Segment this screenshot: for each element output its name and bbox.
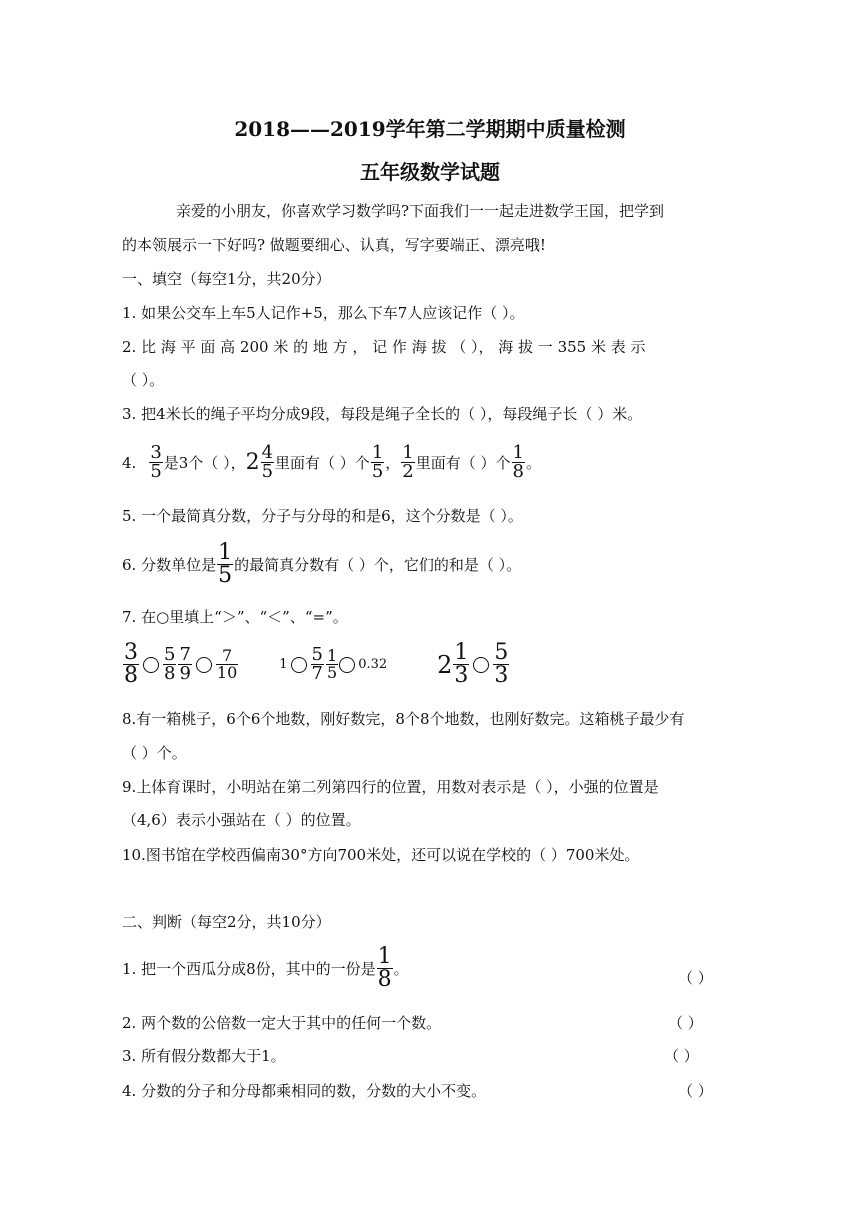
- judgement-4: 4. 分数的分子和分母都乘相同的数，分数的大小不变。: [122, 1082, 487, 1100]
- judgement-1-suffix: 。: [393, 959, 409, 978]
- judgement-1: [122, 946, 409, 991]
- question-10: 10.图书馆在学校西偏南30°方向700米处，还可以说在学校的（ ）700米处。: [122, 846, 640, 864]
- fraction: $\frac{4}{5}$: [261, 442, 274, 482]
- fraction: $\frac{7}{10}$: [216, 646, 238, 682]
- question-5: 5. 一个最简真分数，分子与分母的和是6，这个分数是（ ）。: [122, 507, 523, 525]
- fraction: $\frac{1}{8}$: [377, 944, 392, 992]
- compare-circle[interactable]: [143, 657, 159, 673]
- question-6-prefix: 6. 分数单位是: [122, 555, 217, 574]
- intro-line-2: 的本领展示一下好吗? 做题要细心、认真，写字要端正、漂亮哦!: [122, 236, 546, 254]
- comparison-row: [122, 642, 510, 687]
- fraction: $\frac{5}{3}$: [494, 640, 509, 688]
- fraction: $\frac{1}{5}$: [371, 442, 384, 482]
- question-3: 3. 把4米长的绳子平均分成9段，每段是绳子全长的（ ），每段绳子长（ ）米。: [122, 405, 643, 423]
- answer-blank[interactable]: （ ）: [664, 1047, 699, 1065]
- question-8-line-1: 8.有一箱桃子，6个6个地数，刚好数完，8个8个地数，也刚好数完。这箱桃子最少有: [122, 710, 685, 728]
- question-9-line-2: （4,6）表示小强站在（ ）的位置。: [122, 811, 361, 829]
- fraction: $\frac{5}{7}$: [311, 644, 323, 684]
- question-4: [122, 444, 541, 481]
- answer-blank[interactable]: （ ）: [678, 969, 713, 987]
- question-4-text: 里面有（ ）个: [415, 453, 511, 472]
- compare-circle[interactable]: [196, 657, 212, 673]
- question-8-line-2: （ ）个。: [122, 744, 187, 762]
- fraction: $\frac{3}{8}$: [124, 640, 138, 688]
- compare-circle[interactable]: [291, 657, 307, 673]
- answer-blank[interactable]: （ ）: [678, 1082, 713, 1100]
- whole-number: 1: [279, 656, 288, 672]
- question-7: 7. 在○里填上“＞”、“＜”、“=”。: [122, 608, 348, 626]
- fraction: $\frac{1}{3}$: [454, 640, 469, 688]
- page-subtitle: 五年级数学试题: [360, 160, 500, 184]
- question-4-text: 里面有（ ）个: [275, 453, 370, 472]
- compare-circle[interactable]: [473, 657, 489, 673]
- page-title: 2018——2019学年第二学期期中质量检测: [234, 117, 626, 141]
- mixed-whole: 2: [437, 650, 453, 679]
- compare-circle[interactable]: [339, 657, 355, 673]
- intro-line-1: 亲爱的小朋友，你喜欢学习数学吗?下面我们一一起走进数学王国，把学到: [176, 202, 665, 220]
- question-4-text: 。: [525, 453, 541, 472]
- fraction: $\frac{1}{5}$: [327, 646, 338, 682]
- question-9-line-1: 9.上体育课时，小明站在第二列第四行的位置，用数对表示是（ ），小强的位置是: [122, 778, 659, 796]
- question-6: [122, 542, 521, 587]
- fraction: $\frac{3}{5}$: [150, 442, 162, 482]
- judgement-1-prefix: 1. 把一个西瓜分成8份，其中的一份是: [122, 959, 376, 978]
- judgement-3: 3. 所有假分数都大于1。: [122, 1047, 286, 1065]
- fraction: $\frac{1}{2}$: [402, 442, 414, 482]
- question-6-suffix: 的最简真分数有（ ）个，它们的和是（ ）。: [234, 555, 522, 574]
- question-4-text: 是3个（ ），: [163, 453, 246, 472]
- answer-blank[interactable]: （ ）: [668, 1014, 703, 1032]
- fraction: $\frac{7}{9}$: [179, 644, 191, 684]
- question-2-line-1: 2. 比 海 平 面 高 200 米 的 地 方 ， 记 作 海 拔 （ ）， 海 拔 一 355 米 表 示: [122, 338, 646, 356]
- question-4-number: 4.: [122, 453, 137, 472]
- fraction: $\frac{1}{8}$: [512, 442, 524, 482]
- decimal-value: 0.32: [358, 656, 388, 672]
- judgement-2: 2. 两个数的公倍数一定大于其中的任何一个数。: [122, 1014, 442, 1032]
- question-1: 1. 如果公交车上车5人记作+5，那么下车7人应该记作（ ）。: [122, 304, 525, 322]
- section-2-heading: 二、判断（每空2分，共10分）: [122, 913, 331, 931]
- question-4-text: ，: [385, 453, 401, 472]
- fraction: $\frac{5}{8}$: [164, 644, 176, 684]
- section-1-heading: 一、填空（每空1分，共20分）: [122, 270, 331, 288]
- question-2-line-2: （ ）。: [122, 371, 165, 389]
- mixed-whole: 2: [245, 449, 260, 475]
- fraction: $\frac{1}{5}$: [218, 540, 233, 588]
